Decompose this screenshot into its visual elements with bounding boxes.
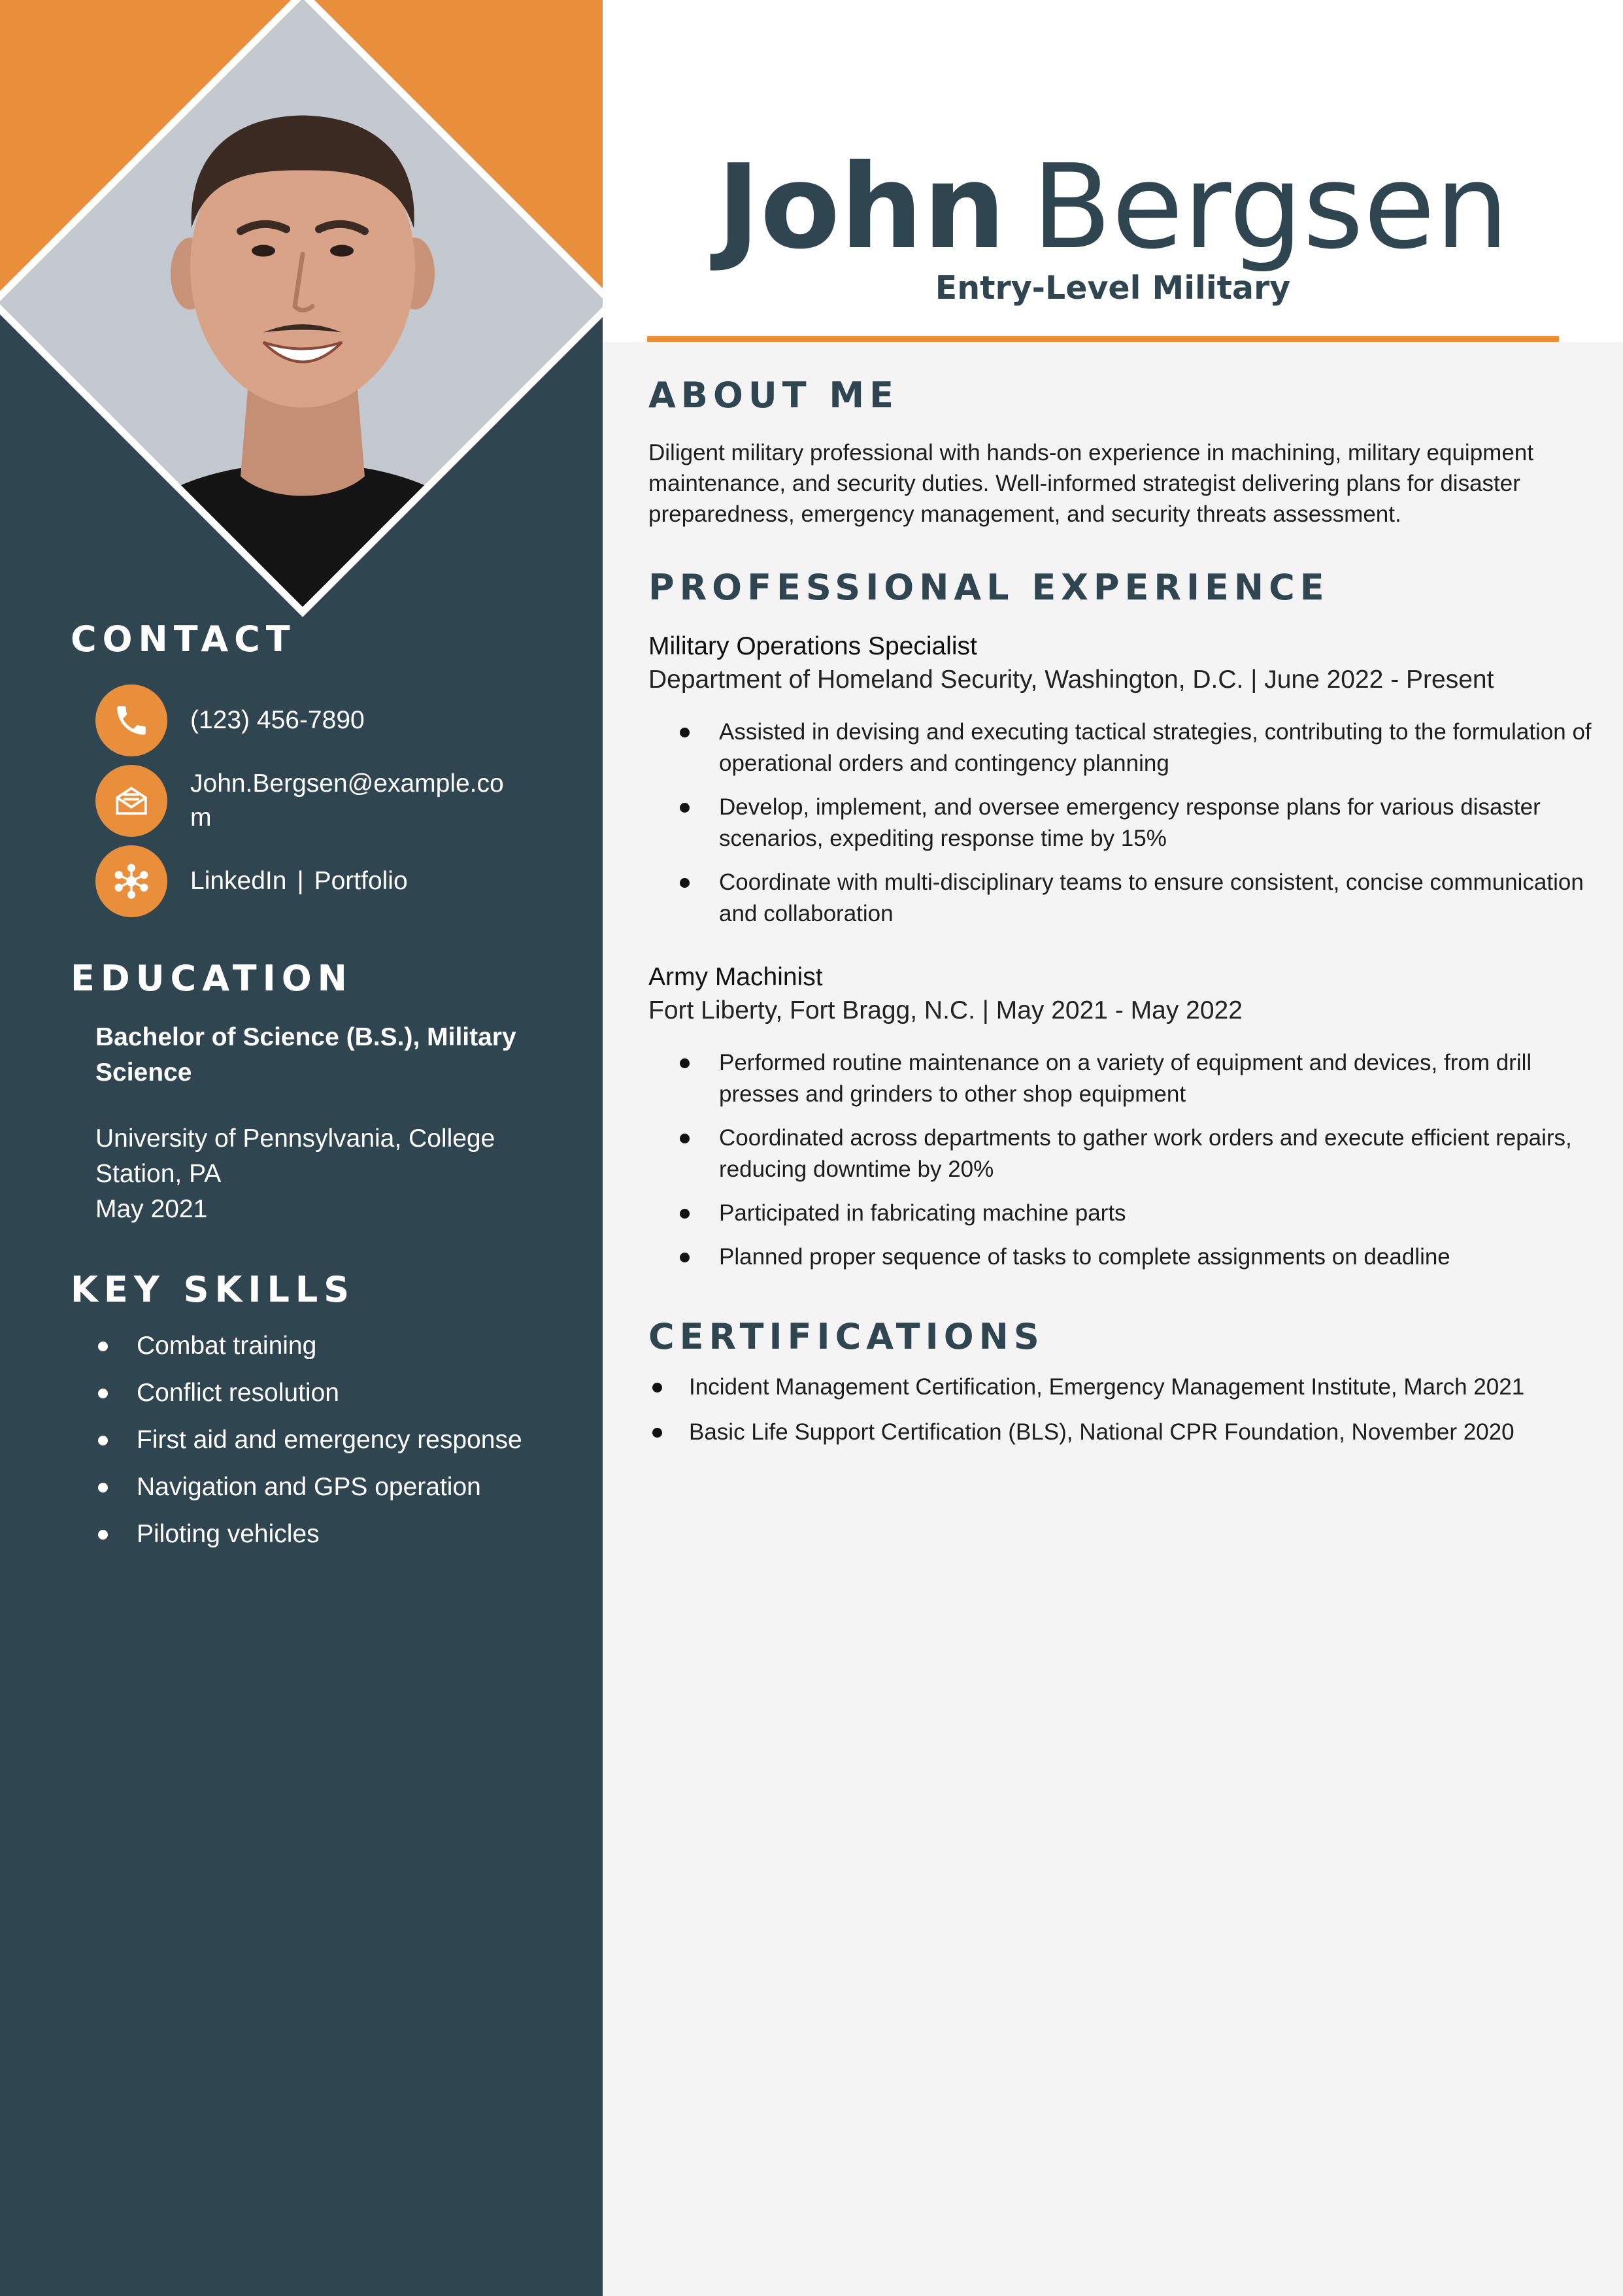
job-bullet: Coordinate with multi-disciplinary teams to ensure consistent, concise communication and collaboration — [680, 867, 1592, 930]
contact-phone-row — [95, 684, 365, 756]
job-title: Army Machinist — [648, 963, 823, 991]
about-text: Diligent military professional with hands-on experience in machining, military equipment maintenance, and security duties. Well-informed strategist delivering plans for disaster preparedness, emergency management, and security threats assessment. — [648, 440, 1533, 527]
skill-item: Piloting vehicles — [95, 1517, 553, 1552]
education-degree: Bachelor of Science (B.S.), Military Science — [95, 1023, 516, 1087]
job-bullet: Coordinated across departments to gather work orders and execute efficient repairs, reducing downtime by 20% — [680, 1123, 1592, 1185]
contact-links — [190, 864, 408, 898]
education-heading: EDUCATION — [71, 958, 353, 999]
email-address[interactable]: John.Bergsen@example.co m — [190, 769, 504, 832]
skills-heading: KEY SKILLS — [71, 1269, 356, 1310]
job-bullet: Planned proper sequence of tasks to complete assignments on deadline — [680, 1241, 1592, 1273]
certification-item: Incident Management Certification, Emergency Management Institute, March 2021 — [648, 1372, 1603, 1403]
candidate-name — [603, 139, 1623, 276]
certifications-heading: CERTIFICATIONS — [648, 1316, 1045, 1357]
phone-number[interactable]: (123) 456-7890 — [190, 706, 365, 734]
skill-item: Conflict resolution — [95, 1376, 553, 1411]
contact-email-row — [95, 765, 530, 837]
about-heading: ABOUT ME — [648, 375, 899, 416]
job-bullet: Develop, implement, and oversee emergency response plans for various disaster scenarios, expediting response time by 15% — [680, 792, 1592, 854]
certifications-list — [648, 1372, 1603, 1462]
link-separator: | — [297, 867, 304, 895]
job-meta: Department of Homeland Security, Washington, D.C. | June 2022 - Present — [648, 666, 1494, 694]
linkedin-link[interactable]: LinkedIn — [190, 867, 287, 895]
header-divider — [647, 336, 1559, 342]
certification-item: Basic Life Support Certification (BLS), National CPR Foundation, November 2020 — [648, 1417, 1603, 1448]
education-school: University of Pennsylvania, College Station, PA — [95, 1124, 495, 1188]
skill-item: First aid and emergency response — [95, 1423, 553, 1458]
phone-icon — [95, 684, 167, 756]
email-icon — [95, 765, 167, 837]
contact-links-row — [95, 845, 408, 917]
job-subtitle: Entry-Level Military — [935, 269, 1291, 307]
skill-item: Combat training — [95, 1328, 553, 1364]
skill-item: Navigation and GPS operation — [95, 1470, 553, 1505]
job-bullets — [680, 1047, 1592, 1285]
job-bullet: Participated in fabricating machine parts — [680, 1198, 1592, 1229]
education-date: May 2021 — [95, 1195, 208, 1223]
job-bullets — [680, 717, 1592, 942]
job-bullet: Performed routine maintenance on a variety of equipment and devices, from drill presses and grinders to other shop equipment — [680, 1047, 1592, 1110]
job-meta: Fort Liberty, Fort Bragg, N.C. | May 2021 - May 2022 — [648, 996, 1243, 1024]
contact-heading: CONTACT — [71, 618, 296, 660]
skills-list — [95, 1328, 553, 1564]
job-bullet: Assisted in devising and executing tactical strategies, contributing to the formulation of operational orders and contingency planning — [680, 717, 1592, 779]
job-title: Military Operations Specialist — [648, 632, 977, 660]
portfolio-link[interactable]: Portfolio — [314, 867, 408, 895]
last-name: Bergsen — [1031, 139, 1509, 275]
first-name: John — [716, 139, 1006, 275]
experience-heading: PROFESSIONAL EXPERIENCE — [648, 567, 1330, 608]
network-icon — [95, 845, 167, 917]
